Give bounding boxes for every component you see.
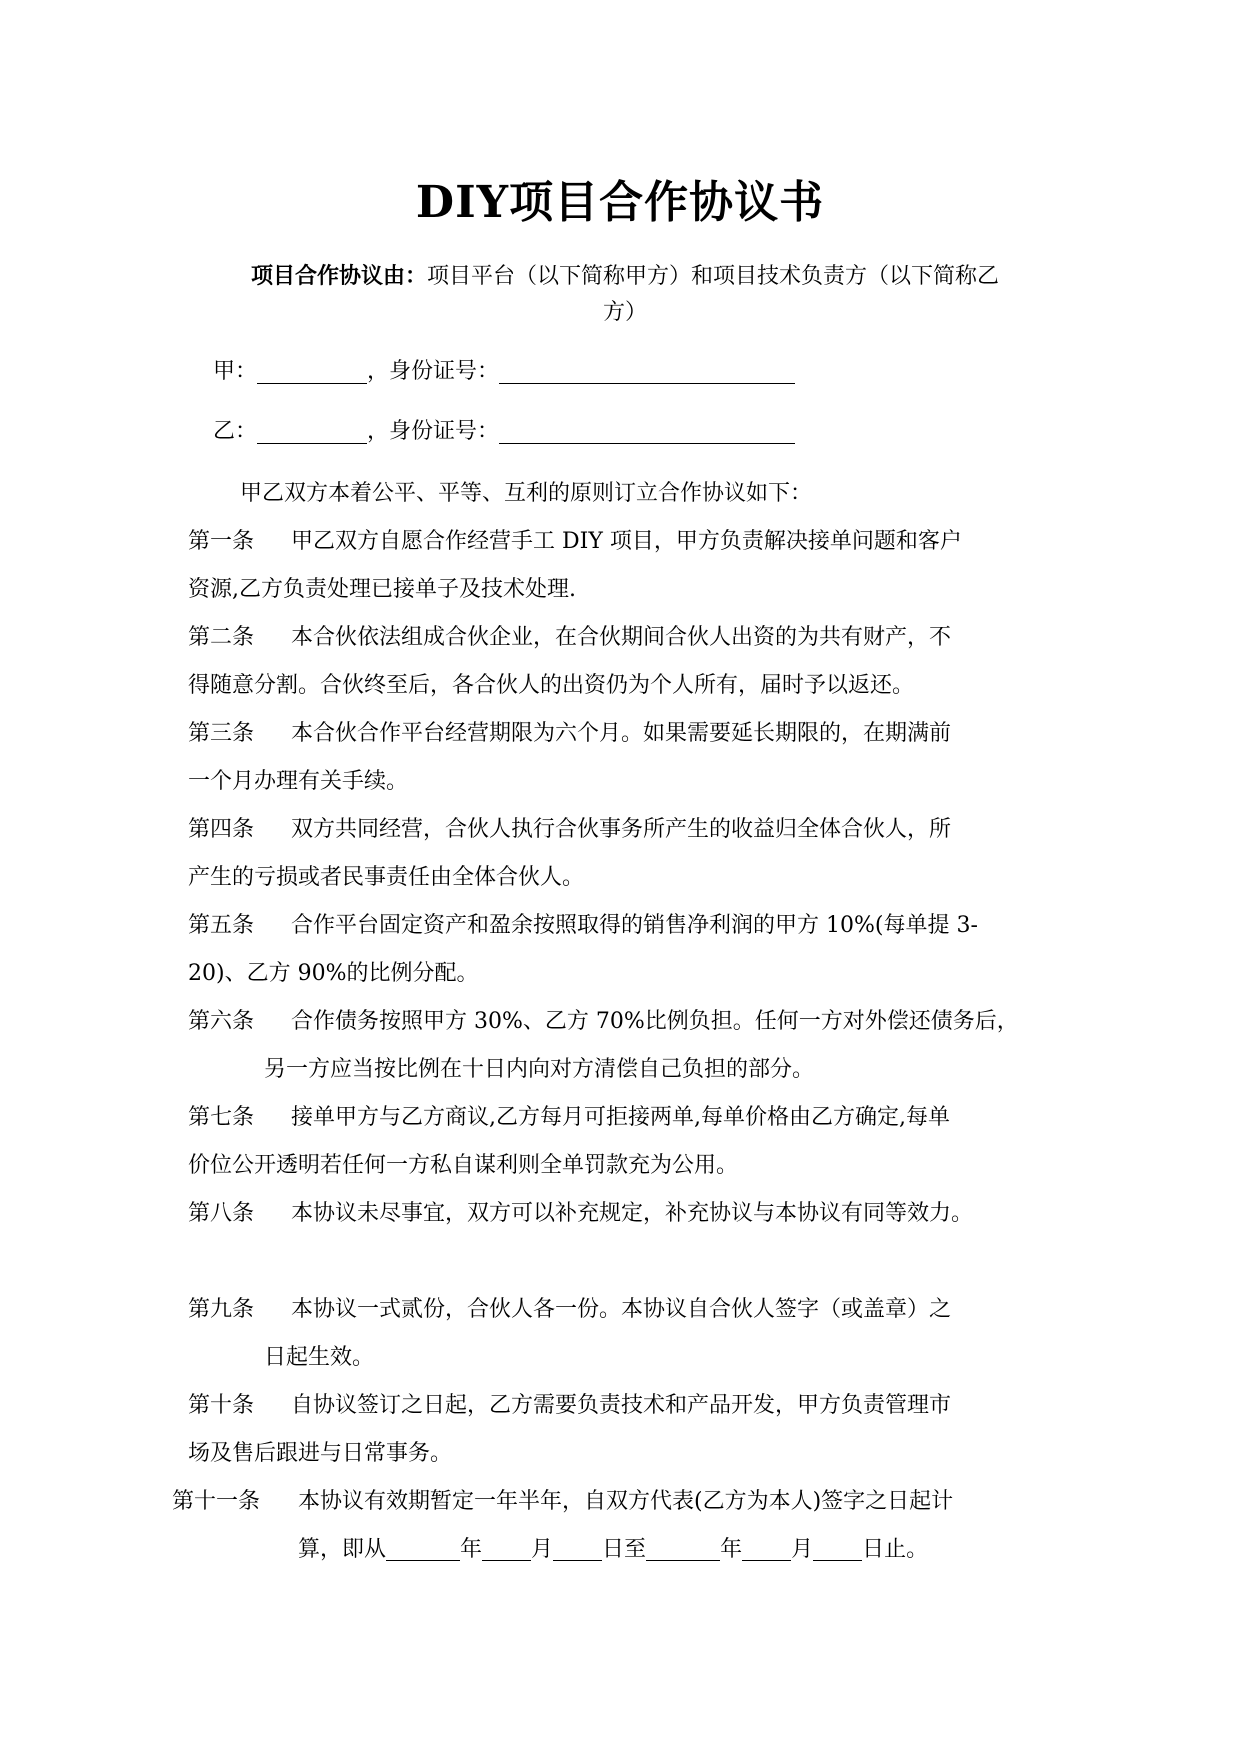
article-5-line1 (188, 910, 978, 942)
article-7-line2: 价位公开透明若任何一方私自谋利则全单罚款充为公用。 (188, 1153, 739, 1178)
document-title: DIY项目合作协议书 (415, 177, 825, 228)
article-4-text1: 双方共同经营，合伙人执行合伙事务所产生的收益归全体合伙人，所 (291, 817, 952, 842)
end-year-blank[interactable] (646, 1536, 720, 1561)
article-5-text1: 合作平台固定资产和盈余按照取得的销售净利润的甲方 10%(每单提 3- (291, 913, 978, 938)
article-3-text1: 本合伙合作平台经营期限为六个月。如果需要延长期限的，在期满前 (291, 721, 952, 746)
article-6-label: 第六条 (188, 1009, 255, 1034)
party-b-line (213, 416, 795, 448)
article-11-label: 第十一条 (172, 1489, 261, 1514)
article-4-line2: 产生的亏损或者民事责任由全体合伙人。 (188, 865, 585, 890)
article-3-line1 (188, 718, 951, 750)
party-a-label: 甲： (213, 359, 258, 384)
intro-paragraph (195, 258, 1055, 331)
article-1-label: 第一条 (188, 529, 255, 554)
article-9-line1 (188, 1294, 951, 1326)
start-month-unit: 月 (531, 1537, 554, 1562)
party-b-name-blank[interactable] (257, 417, 367, 444)
article-2-line1 (188, 622, 951, 654)
end-month-blank[interactable] (742, 1536, 791, 1561)
article-8-label: 第八条 (188, 1201, 255, 1226)
intro-text-line2: 方） (602, 300, 647, 325)
article-10-line2: 场及售后跟进与日常事务。 (188, 1441, 453, 1466)
party-a-id-blank[interactable] (499, 357, 795, 384)
article-2-label: 第二条 (188, 625, 255, 650)
article-8-line1 (188, 1198, 973, 1230)
article-7-text1: 接单甲方与乙方商议,乙方每月可拒接两单,每单价格由乙方确定,每单 (291, 1105, 950, 1130)
article-6-text1: 合作债务按照甲方 30%、乙方 70%比例负担。任何一方对外偿还债务后， (291, 1009, 1019, 1034)
end-day-unit: 日止。 (862, 1537, 929, 1562)
start-month-blank[interactable] (482, 1536, 531, 1561)
article-4-label: 第四条 (188, 817, 255, 842)
article-11-line2 (298, 1534, 928, 1566)
article-5-line2: 20)、乙方 90%的比例分配。 (188, 961, 479, 986)
party-b-label: 乙： (213, 419, 258, 444)
start-year-unit: 年 (460, 1537, 483, 1562)
article-1-line1 (188, 526, 962, 558)
article-11-text1: 本协议有效期暂定一年半年，自双方代表(乙方为本人)签字之日起计 (298, 1489, 954, 1514)
article-7-label: 第七条 (188, 1105, 255, 1130)
intro-bold-lead: 项目合作协议由： (250, 263, 427, 289)
article-2-text1: 本合伙依法组成合伙企业，在合伙期间合伙人出资的为共有财产，不 (291, 625, 952, 650)
article-2-line2: 得随意分割。合伙终至后，各合伙人的出资仍为个人所有，届时予以返还。 (188, 673, 915, 698)
article-11-line1 (172, 1486, 953, 1518)
article-3-label: 第三条 (188, 721, 255, 746)
article-8-text1: 本协议未尽事宜，双方可以补充规定，补充协议与本协议有同等效力。 (291, 1201, 974, 1226)
article-5-label: 第五条 (188, 913, 255, 938)
article-10-line1 (188, 1390, 951, 1422)
start-day-unit: 日至 (602, 1537, 647, 1562)
article-4-line1 (188, 814, 951, 846)
article-9-label: 第九条 (188, 1297, 255, 1322)
article-10-label: 第十条 (188, 1393, 255, 1418)
article-3-line2: 一个月办理有关手续。 (188, 769, 409, 794)
party-a-line (213, 356, 795, 388)
intro-text-line1: 项目平台（以下简称甲方）和项目技术负责方（以下简称乙 (427, 264, 1000, 289)
article-1-text1: 甲乙双方自愿合作经营手工 DIY 项目，甲方负责解决接单问题和客户 (291, 529, 962, 554)
end-month-unit: 月 (791, 1537, 814, 1562)
date-prefix: 算，即从 (298, 1537, 387, 1562)
party-a-id-label: ，身份证号： (367, 359, 500, 384)
party-b-id-label: ，身份证号： (367, 419, 500, 444)
article-10-text1: 自协议签订之日起，乙方需要负责技术和产品开发，甲方负责管理市 (291, 1393, 952, 1418)
article-1-line2: 资源,乙方负责处理已接单子及技术处理. (188, 577, 576, 602)
party-b-id-blank[interactable] (499, 417, 795, 444)
end-year-unit: 年 (720, 1537, 743, 1562)
article-9-line2: 日起生效。 (264, 1345, 375, 1370)
start-day-blank[interactable] (553, 1536, 602, 1561)
party-a-name-blank[interactable] (257, 357, 367, 384)
start-year-blank[interactable] (386, 1536, 460, 1561)
end-day-blank[interactable] (813, 1536, 862, 1561)
article-9-text1: 本协议一式贰份，合伙人各一份。本协议自合伙人签字（或盖章）之 (291, 1297, 952, 1322)
preamble: 甲乙双方本着公平、平等、互利的原则订立合作协议如下： (240, 481, 813, 506)
article-6-line1 (188, 1006, 1019, 1038)
article-7-line1 (188, 1102, 950, 1134)
article-6-line2: 另一方应当按比例在十日内向对方清偿自己负担的部分。 (264, 1057, 815, 1082)
